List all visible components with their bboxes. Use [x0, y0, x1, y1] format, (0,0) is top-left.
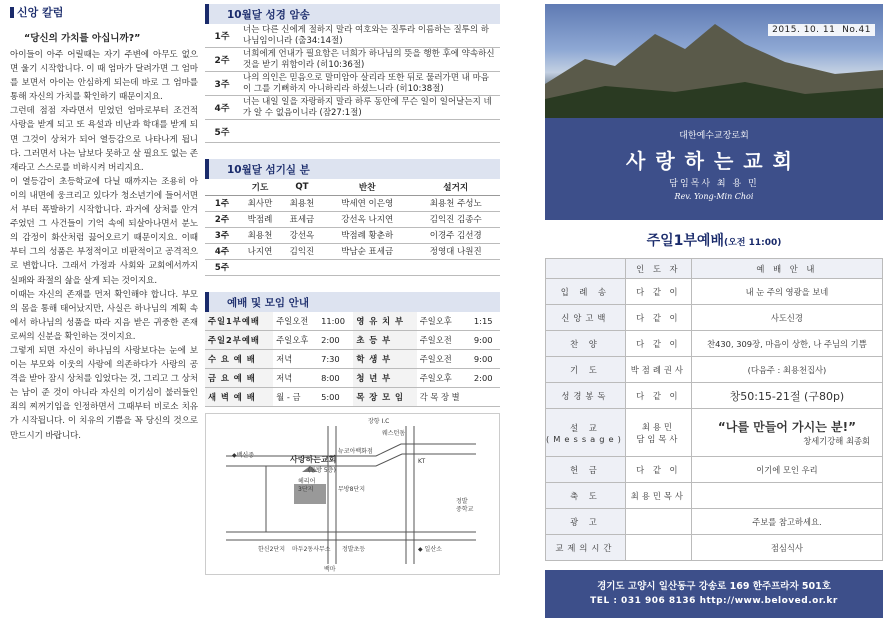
- mountain-photo: [545, 4, 883, 118]
- order-leader: [625, 409, 691, 457]
- middle-column: [205, 4, 500, 618]
- order-leader: [625, 457, 691, 483]
- order-leader: [625, 383, 691, 409]
- order-leader: [625, 483, 691, 509]
- serve-col-header: 기도: [239, 179, 281, 195]
- week-number: 5주: [205, 259, 239, 275]
- order-row: [546, 331, 883, 357]
- meeting-cell: 저녁: [273, 350, 318, 369]
- meetings-table: [205, 312, 500, 408]
- order-item-label: 축 도: [570, 490, 601, 501]
- column-body: 아이들이 아주 어릴때는 자기 주변에 아무도 없으면 울기 시작합니다. 이 때 엄마가 달려가면 그 엄마를 보면서 아이는 안심하게 되는데 바로 그 엄마를 통해 자신의 가치를 확인하기 때문이지요. 그런데 점점 자라면서 믿었던 엄마로부터 조건적 사랑을 받게 되고 또 욕설과 비난과 학대를 받게 되면 그것이 상처가 되어 열등감으로 나타나게 됩니다. 그러면서 나는 남보다 못하고 살 필요도 없는 존재라고 스스로를 비하시켜 버리지요. 이 열등감이 초등학교에 다닐 때까지는 조용히 아이의 내면에 웅크리고 있다가 청소년기에 들어서면서 부터 폭발하기 시작합니다. 과거에 상처를 안겨주었던 그 사건들이 기억 속에 되살아나면서 분노의 감정이 화산처럼 끓어오르기 때문이지요. 이때부터 그의 성품은 부정적이고 비판적이고 공격적으로 변합니다. 그래서 가정과 사회와 교회에서까지 실패와 좌절의 삶을 살게 되는 것이지요. 이때는 자신의 존재를 먼저 확인해야 합니다. 부모의 몸을 통해 태어났지만, 사실은 하나님의 계획 속에서 하나님의 성품을 따라 지음 받은 귀중한 존재로써의 신분을 확인하는 것이지요. 그렇게 되면 자신이 하나님의 사랑보다는 눈에 보이는 부모와 이웃의 사랑에 의존하다가 사랑의 공격을 받아 잠시 상처를 입었다는 것, 그리고 그 상처는 남이 준 것이 아니라 자신의 이기심이 불러들인 죄의 찌꺼기임을 인정하면서 그때부터 비로소 치유가 시작됩니다. 이 치유의 기쁨을 꼭 당신의 것으로 만드시기 바랍니다.: [10, 50, 198, 441]
- order-guide: [691, 279, 882, 305]
- meeting-cell: 11:00: [318, 312, 353, 331]
- pastor-name-en: Rev. Yong-Min Choi: [674, 192, 754, 201]
- meeting-cell: 주일2부예배: [205, 331, 273, 350]
- serve-row: [205, 211, 500, 227]
- meeting-cell: 금 요 예 배: [205, 369, 273, 388]
- serve-cell: 최용천: [281, 195, 323, 211]
- serve-cell: 김익진: [281, 243, 323, 259]
- serve-col-header: QT: [281, 179, 323, 195]
- map-label: 정발: [456, 498, 468, 505]
- serve-table: [205, 179, 500, 276]
- order-leader-name: 최용민목사: [630, 490, 686, 501]
- verse-text: 나의 의인은 믿음으로 말미암아 살리라 또한 뒤로 물러가면 내 마음이 그를 기뻐하지 아니하리라 하셨느니라 (히10:38절): [239, 72, 500, 96]
- serve-cell: 최사만: [239, 195, 281, 211]
- serve-row: [205, 227, 500, 243]
- order-leader: [625, 509, 691, 535]
- meeting-cell: 영 유 치 부: [353, 312, 416, 331]
- order-item: [546, 305, 626, 331]
- serve-cell: 정영대 나원진: [411, 243, 500, 259]
- church-footer: [545, 570, 883, 618]
- serve-col-header: [205, 179, 239, 195]
- order-leader: [625, 535, 691, 561]
- order-row: [546, 279, 883, 305]
- serve-cell: 박점례: [239, 211, 281, 227]
- serve-cell: 나지연: [239, 243, 281, 259]
- week-number: 5주: [205, 120, 239, 143]
- order-item-label: 입 례 송: [560, 286, 611, 297]
- worship-order-table: [545, 258, 883, 561]
- order-guide-text: 사도신경: [770, 312, 803, 323]
- verse-row: [205, 96, 500, 120]
- meeting-row: [205, 312, 500, 331]
- order-guide: [691, 457, 882, 483]
- serve-cell: [411, 259, 500, 275]
- week-number: 1주: [205, 24, 239, 48]
- verse-row: [205, 120, 500, 143]
- meeting-cell: 주일오전: [417, 331, 471, 350]
- order-guide: [691, 509, 882, 535]
- church-name: 사랑하는교회: [626, 149, 802, 173]
- order-row: [546, 483, 883, 509]
- meeting-cell: 초 등 부: [353, 331, 416, 350]
- order-leader-name: 다 같 이: [636, 338, 681, 349]
- col-guide: 예 배 안 내: [691, 259, 882, 279]
- verse-heading: 10월달 성경 암송: [205, 4, 500, 24]
- serve-cell: 이경주 김선경: [411, 227, 500, 243]
- order-leader-name: 다 같 이: [636, 464, 681, 475]
- order-guide: [691, 383, 882, 409]
- meeting-cell: 새 벽 예 배: [205, 388, 273, 407]
- map-label: 정발초등: [342, 546, 366, 553]
- week-number: 1주: [205, 195, 239, 211]
- order-guide-text: 점심식사: [770, 542, 803, 553]
- order-item-sub: (Message): [546, 433, 625, 444]
- order-leader-name: 다 같 이: [636, 286, 681, 297]
- order-item: [546, 409, 626, 457]
- order-item: [546, 357, 626, 383]
- location-map: [205, 413, 500, 575]
- order-guide-sub: 창세기강해 최종회: [803, 436, 870, 446]
- order-item: [546, 483, 626, 509]
- verse-text: 너희에게 언내가 필요함은 너희가 하나님의 뜻을 행한 후에 약속하신 것을 받기 위함이라 (히10:36절): [239, 48, 500, 72]
- serve-cell: [239, 259, 281, 275]
- order-guide: [691, 535, 882, 561]
- order-item: [546, 535, 626, 561]
- col-person: 인 도 자: [625, 259, 691, 279]
- column-heading: 신앙 칼럼: [10, 4, 198, 20]
- week-number: 4주: [205, 243, 239, 259]
- meeting-cell: 주일1부예배: [205, 312, 273, 331]
- serve-cell: 박점례 황춘하: [323, 227, 412, 243]
- verse-text: 너는 다른 신에게 절하지 말라 여호와는 질투라 이름하는 질투의 하나님임이니라 (출34:14절): [239, 24, 500, 48]
- order-item-label: 헌 금: [570, 464, 601, 475]
- meeting-cell: 학 생 부: [353, 350, 416, 369]
- meeting-cell: 주일오전: [273, 312, 318, 331]
- order-guide-text: 찬430, 309장, 마음이 상한, 나 주님의 기쁨: [707, 338, 867, 349]
- meeting-cell: 2:00: [318, 331, 353, 350]
- verse-row: [205, 24, 500, 48]
- order-guide-text: 주보를 참고하세요.: [752, 516, 822, 527]
- meeting-cell: 주일오전: [417, 350, 471, 369]
- order-guide: [691, 409, 882, 457]
- meeting-cell: 월 - 금: [273, 388, 318, 407]
- issue-date: 2015. 10. 11 No.41: [768, 24, 875, 36]
- order-guide-text: 창50:15-21절 (구80p): [729, 389, 845, 403]
- order-row: [546, 357, 883, 383]
- column-subtitle: “당신의 가치를 아십니까?”: [24, 33, 141, 44]
- column-faith: [10, 4, 198, 618]
- order-item: [546, 509, 626, 535]
- meeting-cell: 주일오후: [273, 331, 318, 350]
- week-number: 3주: [205, 72, 239, 96]
- blank-cell: [546, 259, 626, 279]
- serve-cell: [281, 259, 323, 275]
- order-leader-sub: 담임목사: [636, 433, 681, 444]
- meeting-cell: 목 장 모 임: [353, 388, 416, 407]
- meeting-cell: 주일오후: [417, 369, 471, 388]
- order-guide: [691, 357, 882, 383]
- meeting-cell: 각 목 장 별: [417, 388, 471, 407]
- map-label: 무방8단지: [338, 486, 366, 493]
- order-row: [546, 457, 883, 483]
- map-label: 장항 I.C: [368, 418, 390, 425]
- order-item-label: 설 교: [570, 422, 601, 433]
- meeting-cell: 저녁: [273, 369, 318, 388]
- map-label: 웨스턴돔: [382, 430, 406, 437]
- order-leader: [625, 279, 691, 305]
- meeting-row: [205, 388, 500, 407]
- week-number: 3주: [205, 227, 239, 243]
- serve-heading: 10월달 섬기실 분: [205, 159, 500, 179]
- serve-col-header: 설거지: [411, 179, 500, 195]
- serve-cell: 최용천 주성노: [411, 195, 500, 211]
- meeting-cell: 주일오후: [417, 312, 471, 331]
- order-item-label: 찬 양: [570, 338, 601, 349]
- map-label: 마두2동사무소: [292, 546, 331, 553]
- serve-row: [205, 195, 500, 211]
- map-label: ◆백신중: [232, 452, 255, 459]
- map-label: 헤리어: [298, 478, 316, 485]
- order-row: [546, 409, 883, 457]
- meeting-cell: 8:00: [318, 369, 353, 388]
- serve-cell: 박세연 이은영: [323, 195, 412, 211]
- meeting-row: [205, 350, 500, 369]
- order-row: [546, 305, 883, 331]
- serve-cell: 강선옥 나지연: [323, 211, 412, 227]
- order-leader: [625, 357, 691, 383]
- order-row: [546, 383, 883, 409]
- order-item-label: 광 고: [570, 516, 601, 527]
- contact: TEL : 031 906 8136 http://www.beloved.or.kr: [590, 596, 838, 606]
- meeting-cell: 1:15: [471, 312, 500, 331]
- meeting-row: [205, 331, 500, 350]
- order-guide: [691, 305, 882, 331]
- serve-cell: 표세금: [281, 211, 323, 227]
- order-guide: [691, 483, 882, 509]
- verse-row: [205, 48, 500, 72]
- map-label: KT: [418, 458, 426, 465]
- order-item-label: 기 도: [570, 364, 601, 375]
- serve-cell: 김익진 김종수: [411, 211, 500, 227]
- verse-row: [205, 72, 500, 96]
- map-label: 뉴코아백화점: [338, 448, 373, 455]
- meeting-cell: 7:30: [318, 350, 353, 369]
- serve-cell: 강선옥: [281, 227, 323, 243]
- order-item: [546, 457, 626, 483]
- order-leader: [625, 305, 691, 331]
- serve-cell: [323, 259, 412, 275]
- order-leader-name: 다 같 이: [636, 312, 681, 323]
- denomination: 대한예수교장로회: [679, 131, 749, 141]
- bulletin-cover: [545, 4, 883, 618]
- verse-text: [239, 120, 500, 143]
- order-guide-text: 내 눈 주의 영광을 보네: [745, 286, 829, 297]
- order-guide-text: “나를 만들어 가시는 분!”: [717, 420, 856, 434]
- verse-table: [205, 24, 500, 143]
- meetings-heading: 예배 및 모임 안내: [205, 292, 500, 312]
- map-label: ◆ 일산소: [418, 546, 442, 553]
- order-guide-text: (다음주 : 최용천집사): [747, 364, 827, 375]
- serve-row: [205, 259, 500, 275]
- order-row: [546, 509, 883, 535]
- meeting-cell: 2:00: [471, 369, 500, 388]
- week-number: 4주: [205, 96, 239, 120]
- meeting-cell: 9:00: [471, 350, 500, 369]
- map-label: 중학교: [456, 506, 474, 513]
- meeting-cell: 청 년 부: [353, 369, 416, 388]
- order-leader-name: 다 같 이: [636, 390, 681, 401]
- order-leader-name: 박점례권사: [630, 364, 686, 375]
- meeting-cell: [471, 388, 500, 407]
- order-guide: [691, 331, 882, 357]
- map-label: 백마: [324, 566, 336, 573]
- order-guide-text: 이기에 모인 우리: [756, 464, 818, 475]
- order-item: [546, 383, 626, 409]
- serve-row: [205, 243, 500, 259]
- serve-cell: 박남순 표세금: [323, 243, 412, 259]
- serve-cell: 최용천: [239, 227, 281, 243]
- meeting-cell: 5:00: [318, 388, 353, 407]
- meeting-cell: 9:00: [471, 331, 500, 350]
- order-item: [546, 331, 626, 357]
- serve-col-header: 반찬: [323, 179, 412, 195]
- church-banner: [545, 118, 883, 220]
- order-leader-name: 최용민: [641, 421, 675, 432]
- order-leader: [625, 331, 691, 357]
- week-number: 2주: [205, 48, 239, 72]
- mountain-image: [545, 4, 883, 118]
- order-item-label: 성경봉독: [561, 390, 610, 401]
- address: 경기도 고양시 일산동구 강송로 169 한주프라자 501호: [597, 581, 831, 592]
- map-label: 한신2단지: [258, 546, 286, 553]
- week-number: 2주: [205, 211, 239, 227]
- heading-bar: [10, 7, 14, 18]
- pastor-name: 담임목사 최 용 민: [669, 179, 759, 189]
- map-label: 3단지: [298, 486, 314, 493]
- verse-text: 너는 내일 일을 자랑하지 말라 하루 동안에 무슨 일이 일어날는지 네가 알 수 없음이니라 (잠27:1절): [239, 96, 500, 120]
- service-title: 주일1부예배(오전 11:00): [646, 233, 782, 249]
- meeting-cell: 수 요 예 배: [205, 350, 273, 369]
- order-item-label: 교제의시간: [555, 542, 616, 553]
- order-item: [546, 279, 626, 305]
- map-label: (동방 5층): [308, 467, 336, 474]
- order-row: [546, 535, 883, 561]
- meeting-row: [205, 369, 500, 388]
- map-label: 사랑하는교회: [290, 455, 337, 464]
- order-item-label: 신앙고백: [561, 312, 610, 323]
